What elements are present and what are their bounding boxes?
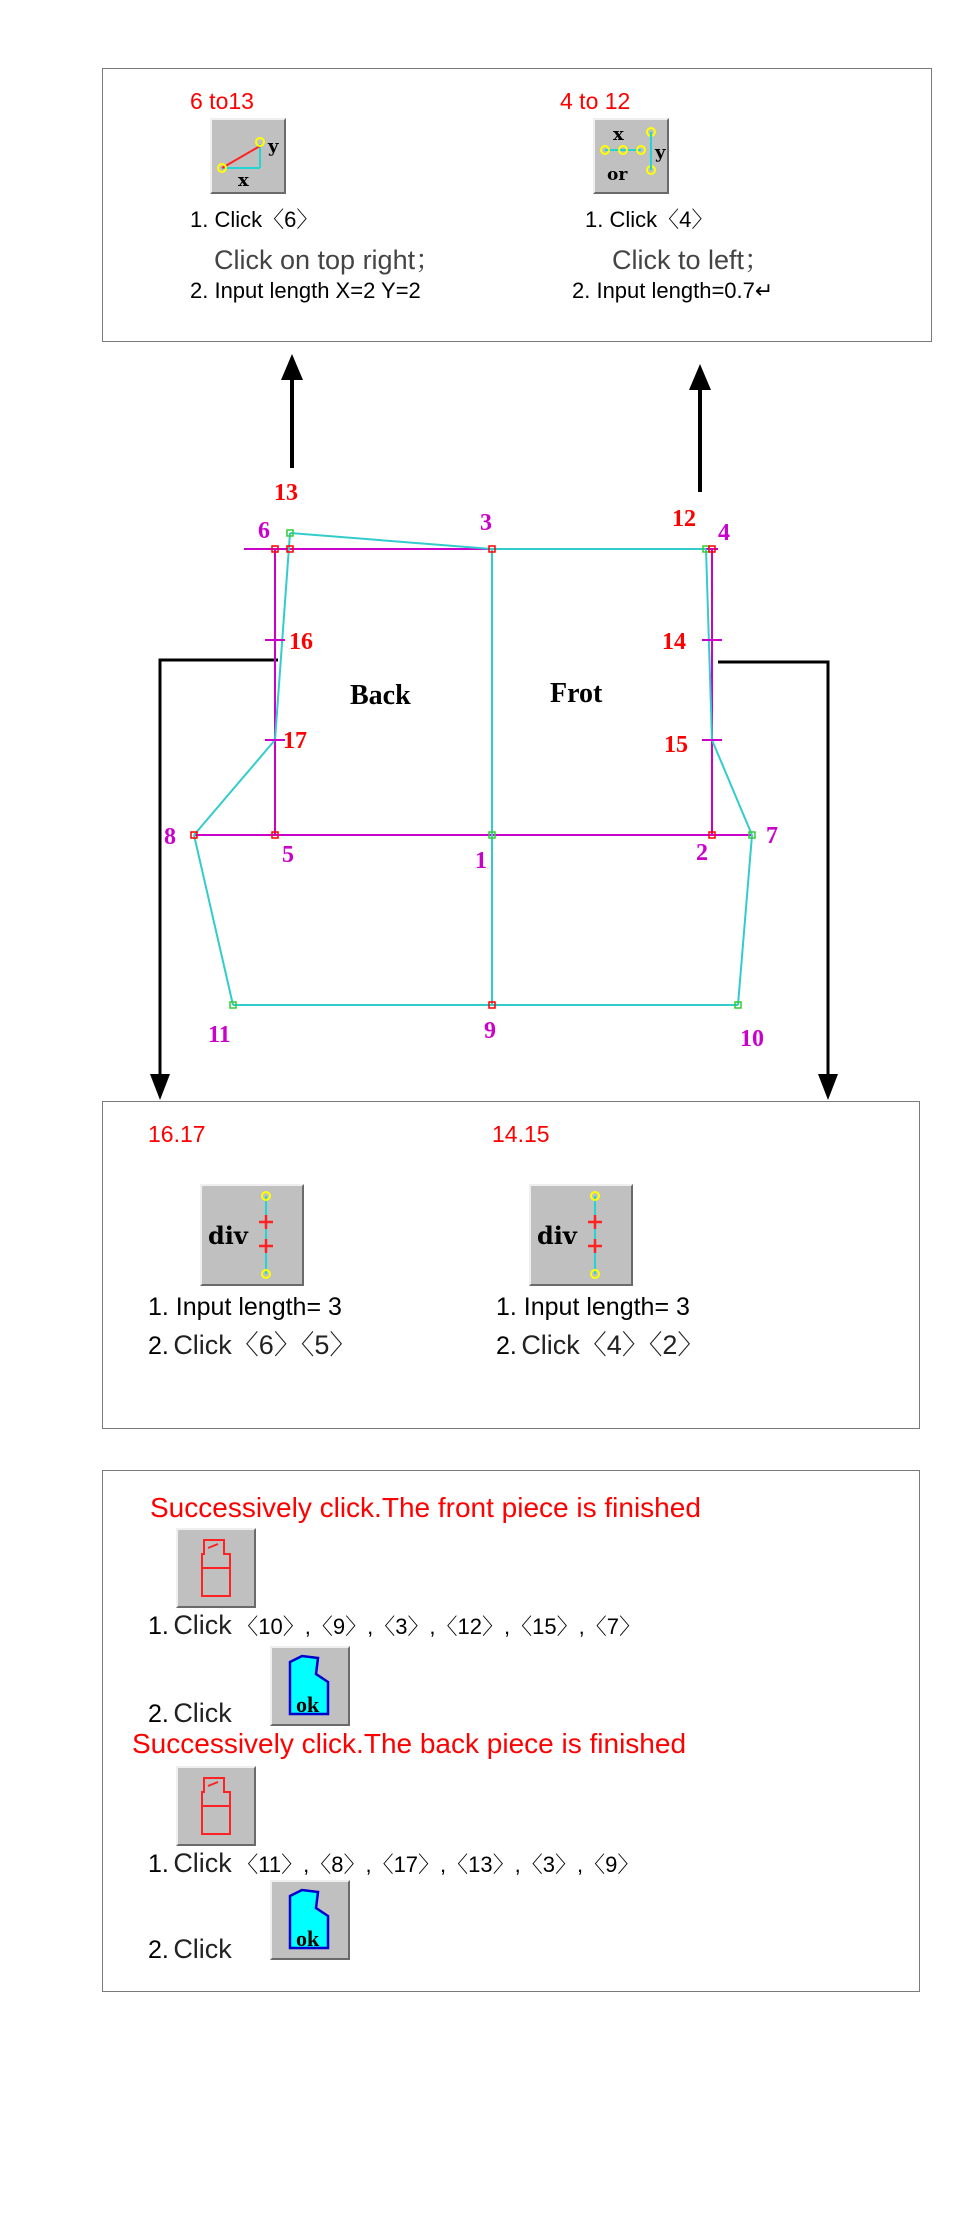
ok-button-icon[interactable] (270, 1646, 350, 1726)
point-label-4: 4 (718, 520, 730, 546)
arrow-up-icon (281, 354, 303, 380)
piece-tool-icon[interactable] (176, 1528, 256, 1608)
step-click-word: Click (173, 1698, 232, 1728)
step-number: 1. (148, 1612, 169, 1640)
divide-right-step-1: 1. Input length= 3 (496, 1293, 690, 1321)
icon-x-label: x (238, 170, 249, 191)
step-number: 2. (496, 1332, 517, 1360)
point-label-9: 9 (484, 1018, 496, 1044)
step-number: 2. (148, 1700, 169, 1728)
front-piece-heading: Successively click.The front piece is finished (150, 1492, 701, 1523)
back-label: Back (350, 680, 411, 711)
divide-tool-icon[interactable] (200, 1184, 304, 1286)
point-label-14: 14 (662, 629, 686, 655)
divide-left-step-2 (148, 1323, 356, 1362)
point-label-1: 1 (475, 848, 487, 874)
icon-y-label: y (268, 136, 279, 157)
step-sequence: 〈10〉,〈9〉,〈3〉,〈12〉,〈15〉,〈7〉 (236, 1614, 641, 1639)
icon-y-label: y (655, 142, 666, 163)
point-label-10: 10 (740, 1026, 764, 1052)
step-text: Click〈6〉〈5〉 (173, 1330, 357, 1360)
point-label-11: 11 (208, 1022, 231, 1048)
arrow-up-icon (689, 364, 711, 390)
step-sequence: 〈11〉,〈8〉,〈17〉,〈13〉,〈3〉,〈9〉 (236, 1852, 640, 1877)
right-step-1b: Click to left； (612, 245, 772, 275)
point-label-7: 7 (766, 823, 778, 849)
point-label-3: 3 (480, 510, 492, 536)
divide-right-title: 14.15 (492, 1121, 550, 1147)
point-label-5: 5 (282, 842, 294, 868)
offset-point-x-or-y-icon[interactable] (593, 118, 669, 194)
piece-tool-icon[interactable] (176, 1766, 256, 1846)
point-label-15: 15 (664, 732, 688, 758)
step-click-word: Click (173, 1848, 232, 1878)
point-label-8: 8 (164, 824, 176, 850)
arrow-down-icon (818, 1074, 838, 1100)
arrow-down-icon (150, 1074, 170, 1100)
divide-tool-icon[interactable] (529, 1184, 633, 1286)
icon-or-label: or (607, 165, 628, 185)
div-icon-label: div (208, 1221, 248, 1250)
offset-point-xy-icon[interactable] (210, 118, 286, 194)
icon-x-label: x (613, 124, 624, 145)
front-step-1 (148, 1610, 641, 1641)
back-step-2 (148, 1934, 232, 1965)
step-number: 2. (148, 1936, 169, 1964)
left-step-title: 6 to13 (190, 88, 254, 114)
point-label-13: 13 (274, 480, 298, 506)
step-click-word: Click (173, 1610, 232, 1640)
left-step-2: 2. Input length X=2 Y=2 (190, 278, 421, 303)
back-piece-heading: Successively click.The back piece is finished (132, 1728, 687, 1759)
ok-icon-label: ok (296, 1926, 320, 1951)
step-number: 2. (148, 1332, 169, 1360)
point-label-17: 17 (283, 728, 307, 754)
div-icon-label: div (537, 1221, 577, 1250)
right-step-title: 4 to 12 (560, 88, 631, 114)
right-step-2: 2. Input length=0.7↵ (572, 278, 774, 303)
front-label: Frot (550, 678, 603, 709)
left-step-1b: Click on top right； (214, 245, 443, 275)
right-step-1: 1. Click〈4〉 (585, 207, 714, 232)
divide-left-step-1: 1. Input length= 3 (148, 1293, 342, 1321)
point-label-16: 16 (289, 629, 313, 655)
step-text: Click〈4〉〈2〉 (521, 1330, 705, 1360)
left-step-1: 1. Click〈6〉 (190, 207, 319, 232)
step-click-word: Click (173, 1934, 232, 1964)
front-step-2 (148, 1698, 232, 1729)
ok-icon-label: ok (296, 1692, 320, 1717)
step-number: 1. (148, 1850, 169, 1878)
back-step-1 (148, 1848, 639, 1879)
point-label-12: 12 (672, 506, 696, 532)
point-label-2: 2 (696, 840, 708, 866)
ok-button-icon[interactable] (270, 1880, 350, 1960)
divide-left-title: 16.17 (148, 1121, 206, 1147)
point-label-6: 6 (258, 518, 270, 544)
divide-right-step-2 (496, 1323, 704, 1362)
